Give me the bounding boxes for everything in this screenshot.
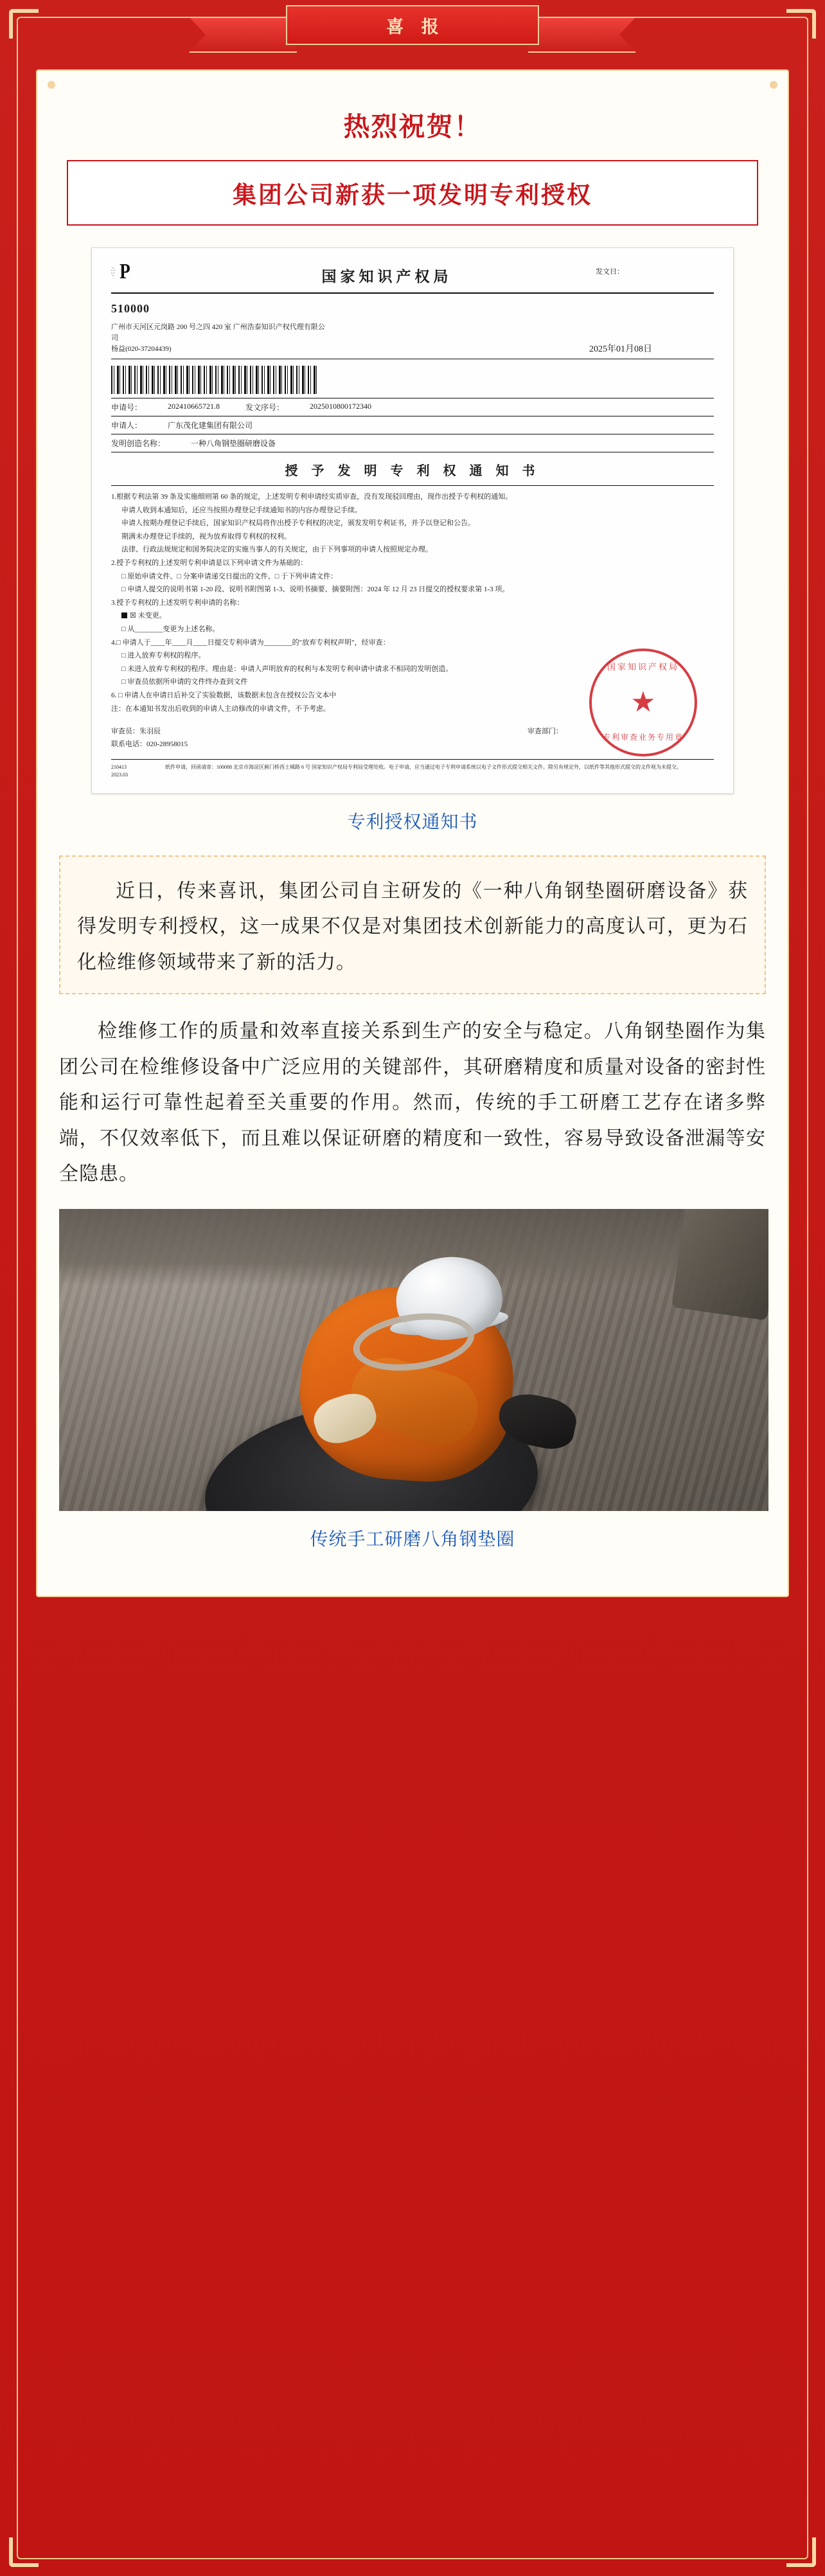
banner-label: 喜 报 xyxy=(386,17,445,37)
applicant-row xyxy=(111,416,714,434)
issue-date-label: 发文日： xyxy=(596,268,624,276)
application-no-label: 申请号： xyxy=(111,403,143,413)
doc-note: 注：在本通知书发出后收到的申请人主动修改的申请文件，不予考虑。 xyxy=(111,704,330,713)
doc-paragraph-6: 2.授予专利权的上述发明专利申请是以下列申请文件为基础的： xyxy=(111,559,308,567)
document-address-block xyxy=(111,294,714,359)
doc-paragraph-8: 4.□ 申请人于____年____月____日提交专利申请为________的"放弃专利权声明"，经审查： xyxy=(111,638,390,647)
doc-item-7: □ 审查员依据所申请的文件终办查到文件 xyxy=(121,678,248,686)
application-number-row xyxy=(111,398,714,416)
doc-paragraph-3: 申请人按期办理登记手续后，国家知识产权局将作出授予专利权的决定，颁发发明专利证书，并予以登记和公告。 xyxy=(121,519,475,528)
applicant-value: 广东茂化建集团有限公司 xyxy=(168,421,253,431)
ribbon-tail-right xyxy=(528,17,636,53)
doc-paragraph-1: 1.根据专利法第 39 条及实施细则第 60 条的规定，上述发明专利申请经实质审查，没有发现驳回理由，现作出授予专利权的通知。 xyxy=(111,493,513,501)
zip-code: 510000 xyxy=(111,302,150,315)
official-seal-icon xyxy=(589,648,697,756)
doc-item-2: □ 申请人提交的说明书第 1-20 段、说明书附图第 1-3、说明书摘要、摘要附图：2024 年 12 月 23 日提交的授权要求第 1-3 项。 xyxy=(121,586,510,594)
contact-phone: 020-28958015 xyxy=(146,740,188,748)
photo-pipe xyxy=(671,1209,768,1321)
doc-paragraph-4: 期满未办理登记手续的，视为放弃取得专利权的权利。 xyxy=(121,532,291,541)
code-1: 210413 xyxy=(111,764,127,770)
address-line-1: 广州市天河区元岗路 200 号之四 420 室 广州浩泰知识产权代理有限公 xyxy=(111,323,325,331)
doc-item-3 xyxy=(111,611,714,622)
document-header xyxy=(111,260,714,294)
contact-label: 联系电话： xyxy=(111,740,146,748)
seal-top-text: 国家知识产权局 xyxy=(607,662,679,672)
invention-row xyxy=(111,434,714,452)
office-name: 国家知识产权局 xyxy=(321,269,452,285)
doc-item-1: □ 原始申请文件、□ 分案申请递交日提出的文件、□ 于下列申请文件： xyxy=(121,572,338,580)
doc-item-3-label: ☒ 未变更。 xyxy=(130,612,166,620)
doc-item-6: □ 未进入放弃专利权的程序。理由是：申请人声明放弃的权利与本发明专利申请中请求不相同的发明创造。 xyxy=(121,665,453,673)
barcode-image xyxy=(111,366,317,394)
address-line-2: 司 xyxy=(111,334,118,342)
cnipa-logo-icon xyxy=(111,260,188,284)
content-card xyxy=(36,69,789,1597)
examiner-line xyxy=(111,726,508,738)
document-bottom-note xyxy=(111,759,714,779)
seal-star-icon: ★ xyxy=(630,686,656,719)
code-2: 2023.03 xyxy=(111,771,128,778)
barcode-row xyxy=(111,359,714,398)
document-title: 授 予 发 明 专 利 权 通 知 书 xyxy=(111,452,714,486)
contact-line xyxy=(111,738,508,751)
photo-caption: 传统手工研磨八角钢垫圈 xyxy=(310,1528,515,1549)
document-caption: 专利授权通知书 xyxy=(347,811,478,832)
corner-bracket-bottom-left xyxy=(9,2537,39,2567)
contact-person: 杨益(020-37204439) xyxy=(111,344,172,353)
subtitle-text: 集团公司新获一项发明专利授权 xyxy=(233,182,592,208)
examiner-name: 朱羽辰 xyxy=(139,728,161,736)
address-block xyxy=(111,300,579,355)
worker-photo xyxy=(59,1209,768,1511)
invention-label: 发明创造名称： xyxy=(111,439,166,449)
doc-paragraph-7: 3.授予专利权的上述发明专利申请的名称： xyxy=(111,598,244,607)
logo-glyph-icon: P xyxy=(119,260,130,283)
ribbon-tail-left xyxy=(189,17,297,53)
doc-item-4: □ 从________变更为上述名称。 xyxy=(121,625,220,633)
lead-paragraph-box xyxy=(59,855,766,995)
page-title: 热烈祝贺！ xyxy=(343,112,482,141)
checkbox-checked-icon xyxy=(121,613,127,618)
lead-paragraph: 近日，传来喜讯，集团公司自主研发的《一种八角钢垫圈研磨设备》获得发明专利授权，这一成果不仅是对集团技术创新能力的高度认可，更为石化检维修领域带来了新的活力。 xyxy=(77,880,748,973)
application-no-value: 202410665721.8 xyxy=(168,402,220,411)
dispatch-no-value: 2025010800172340 xyxy=(310,402,372,411)
applicant-label: 申请人： xyxy=(111,421,143,431)
banner-ribbon xyxy=(0,0,825,69)
seal-bottom-text: 专利审查业务专用章 xyxy=(602,733,684,742)
subtitle-box xyxy=(67,160,758,226)
logo-dots-icon: ∴ ∵ xyxy=(111,266,116,278)
invention-value: 一种八角钢垫圈研磨设备 xyxy=(191,439,276,449)
signature-label: 审查部门： xyxy=(528,728,563,736)
seal-block xyxy=(528,662,714,751)
dispatch-no-label: 发文序号： xyxy=(245,403,285,413)
patent-document xyxy=(91,247,734,794)
ribbon-center xyxy=(286,5,539,45)
issue-date-value: 2025年01月08日 xyxy=(589,344,652,355)
article-paragraph-2: 检维修工作的质量和效率直接关系到生产的安全与稳定。八角钢垫圈作为集团公司在检维修设备中广泛应用的关键部件，其研磨精度和质量对设备的密封性能和运行可靠性起着至关重要的作用。然而，传统的手工研磨工艺存在诸多弊端，不仅效率低下，而且难以保证研磨的精度和一致性，容易导致设备泄漏等安全隐患。 xyxy=(59,1021,766,1185)
doc-paragraph-2: 申请人收到本通知后，还应当按照办理登记手续通知书的内容办理登记手续。 xyxy=(121,506,362,514)
footer-text: 纸件申请，回函请寄：100088 北京市海淀区蓟门桥西土城路 6 号 国家知识产权局专利局受理处收。电子申请，应当通过电子专利申请系统以电子文件形式提交相关文件。除另有规定外，以纸件等其他形式提交的文件视为未提交。 xyxy=(165,764,682,770)
corner-bracket-bottom-right xyxy=(786,2537,816,2567)
examiner-block xyxy=(111,726,508,751)
examiner-label: 审查员： xyxy=(111,728,139,736)
doc-item-5: □ 进入放弃专利权的程序。 xyxy=(121,652,206,660)
doc-paragraph-10: 6. □ 申请人在申请日后补交了实验数据，该数据未包含在授权公告文本中 xyxy=(111,691,337,699)
document-codes xyxy=(111,764,156,779)
doc-paragraph-5: 法律、行政法规规定和国务院决定的实施当事人的有关规定，由于下列事项的申请人按照规定办理。 xyxy=(121,546,432,554)
